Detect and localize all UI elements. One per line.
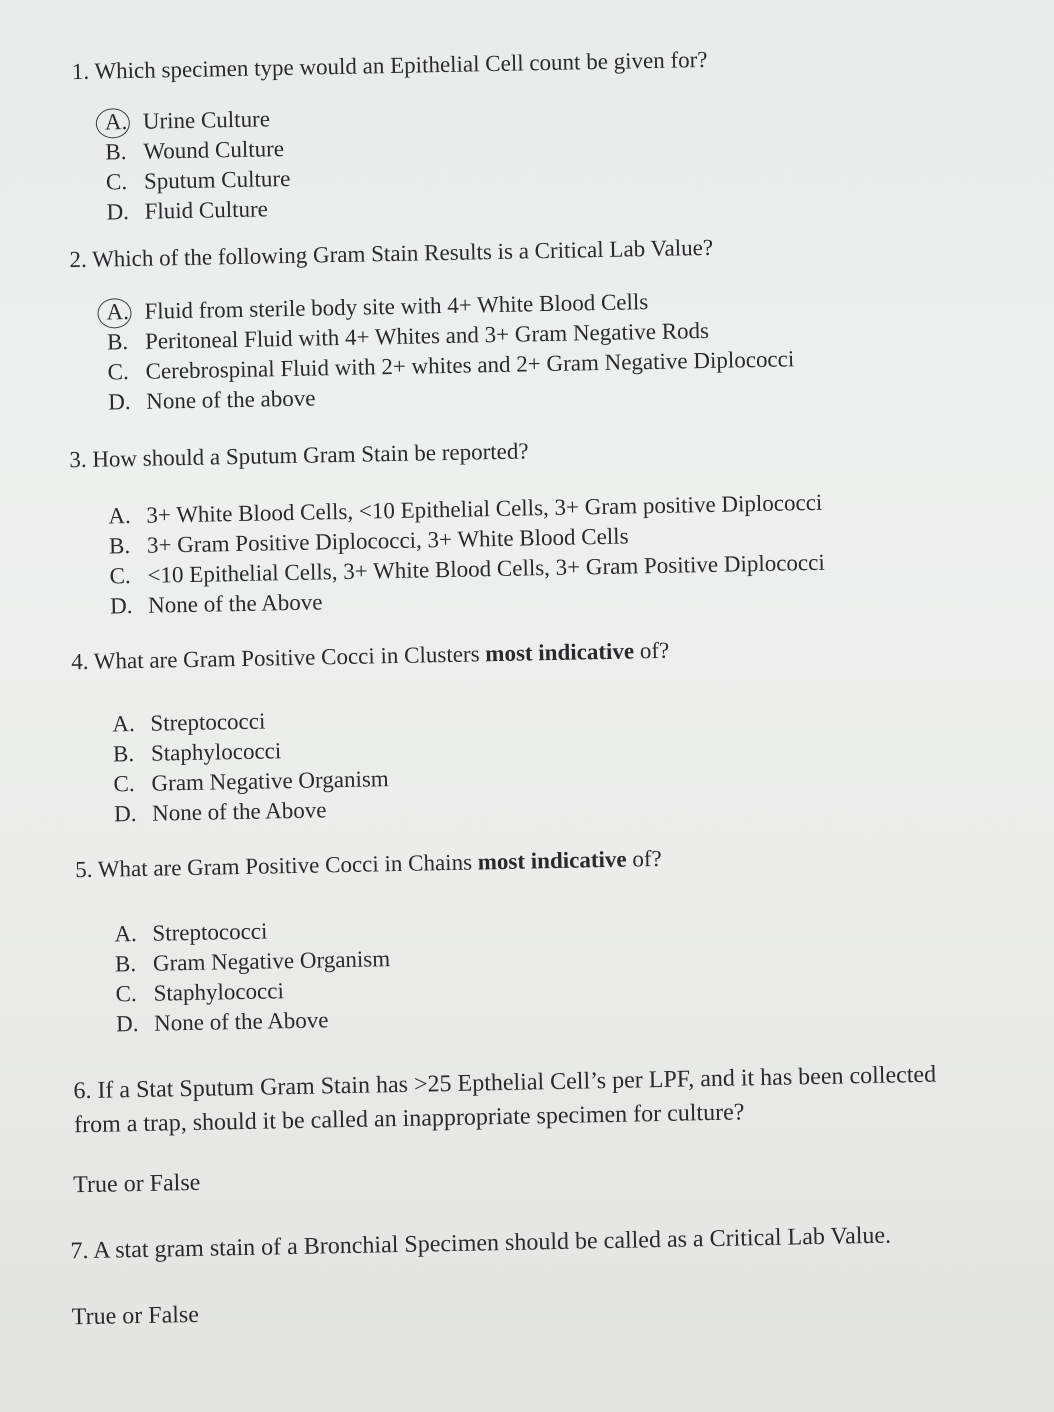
option-letter: A. xyxy=(108,503,132,529)
options-list xyxy=(105,104,292,228)
option-text: None of the Above xyxy=(153,1007,329,1036)
option-letter: A. xyxy=(105,107,144,138)
option-text: Cerebrospinal Fluid with 2+ whites and 2+ Gram Negative Diplococci xyxy=(145,346,795,384)
question-1 xyxy=(72,46,708,87)
option-letter: A. xyxy=(112,711,135,737)
question-number: 4. xyxy=(70,648,89,675)
option-letter: D. xyxy=(107,389,131,415)
question-text: What are Gram Positive Cocci in Clusters xyxy=(93,641,486,674)
option-letter: B. xyxy=(106,329,129,355)
options-list xyxy=(114,914,391,1039)
option-c[interactable] xyxy=(113,764,389,799)
option-letter: C. xyxy=(107,359,129,385)
option-letter: D. xyxy=(106,199,130,225)
option-text: Staphylococci xyxy=(153,978,285,1006)
option-d[interactable] xyxy=(114,794,390,829)
option-d[interactable] xyxy=(116,1004,392,1039)
question-number: 3. xyxy=(69,446,87,473)
options-list xyxy=(112,704,389,829)
option-letter: D. xyxy=(109,593,133,619)
option-letter: B. xyxy=(114,951,137,977)
true-false-answer[interactable]: True or False xyxy=(72,1169,201,1199)
option-text: Fluid Culture xyxy=(144,196,269,224)
option-letter: C. xyxy=(105,169,128,195)
question-number: 2. xyxy=(69,246,87,273)
question-text-end: of? xyxy=(626,845,662,872)
option-letter: A. xyxy=(106,297,145,328)
question-text: Which of the following Gram Stain Results is a Critical Lab Value? xyxy=(91,234,714,272)
option-letter: B. xyxy=(112,741,135,767)
question-emphasis: most indicative xyxy=(477,846,627,875)
question-5 xyxy=(75,845,662,885)
question-number: 6. xyxy=(73,1077,92,1105)
question-text-end: of? xyxy=(633,637,670,664)
question-emphasis: most indicative xyxy=(485,638,635,667)
question-4 xyxy=(71,637,670,677)
option-text: None of the Above xyxy=(151,797,327,826)
question-number: 7. xyxy=(70,1238,89,1265)
option-d[interactable] xyxy=(106,194,291,228)
option-c[interactable] xyxy=(106,164,291,198)
question-number: 1. xyxy=(71,58,90,85)
question-3 xyxy=(69,437,529,475)
question-2 xyxy=(69,234,713,275)
option-text: Wound Culture xyxy=(143,136,285,164)
option-text: Peritoneal Fluid with 4+ Whites and 3+ Gram Negative Rods xyxy=(144,317,710,354)
question-7 xyxy=(70,1221,891,1267)
option-text: Gram Negative Organism xyxy=(152,946,391,976)
question-6 xyxy=(73,1057,954,1142)
question-number: 5. xyxy=(74,856,93,883)
option-text: Fluid from sterile body site with 4+ White Blood Cells xyxy=(144,289,649,324)
option-text: Urine Culture xyxy=(142,106,271,134)
question-text: If a Stat Sputum Gram Stain has >25 Epthelial Cell’s per LPF, and it has been collected from a trap, should it be called an inappropriate specimen for culture? xyxy=(73,1061,937,1139)
option-letter: C. xyxy=(109,563,131,589)
option-text: None of the Above xyxy=(147,589,323,618)
option-letter: A. xyxy=(114,921,138,947)
question-text: How should a Sputum Gram Stain be reported? xyxy=(92,438,529,472)
option-letter: C. xyxy=(115,981,137,1007)
option-b[interactable] xyxy=(105,134,290,168)
option-text: <10 Epithelial Cells, 3+ White Blood Cells, 3+ Gram Positive Diplococci xyxy=(147,549,825,588)
option-letter: D. xyxy=(115,1011,139,1037)
option-letter: B. xyxy=(108,533,131,559)
question-text: What are Gram Positive Cocci in Chains xyxy=(97,849,479,882)
option-text: Staphylococci xyxy=(150,738,282,766)
true-false-answer[interactable]: True or False xyxy=(71,1301,200,1331)
option-text: Gram Negative Organism xyxy=(151,766,389,796)
option-a[interactable] xyxy=(105,104,290,138)
option-text: 3+ Gram Positive Diplococci, 3+ White Blood Cells xyxy=(146,523,629,558)
option-text: Streptococci xyxy=(150,708,266,736)
option-b[interactable] xyxy=(115,944,391,979)
question-text: Which specimen type would an Epithelial Cell count be given for? xyxy=(94,46,708,84)
options-list xyxy=(108,488,825,622)
option-letter: C. xyxy=(113,771,135,797)
option-text: None of the above xyxy=(145,385,316,414)
option-text: 3+ White Blood Cells, <10 Epithelial Cells, 3+ Gram positive Diplococci xyxy=(146,489,823,528)
option-text: Sputum Culture xyxy=(143,165,291,194)
option-text: Streptococci xyxy=(152,918,268,946)
options-list xyxy=(106,284,795,417)
option-letter: B. xyxy=(105,139,127,165)
question-text: A stat gram stain of a Bronchial Specimen should be called as a Critical Lab Value. xyxy=(92,1222,892,1264)
option-letter: D. xyxy=(113,801,137,827)
